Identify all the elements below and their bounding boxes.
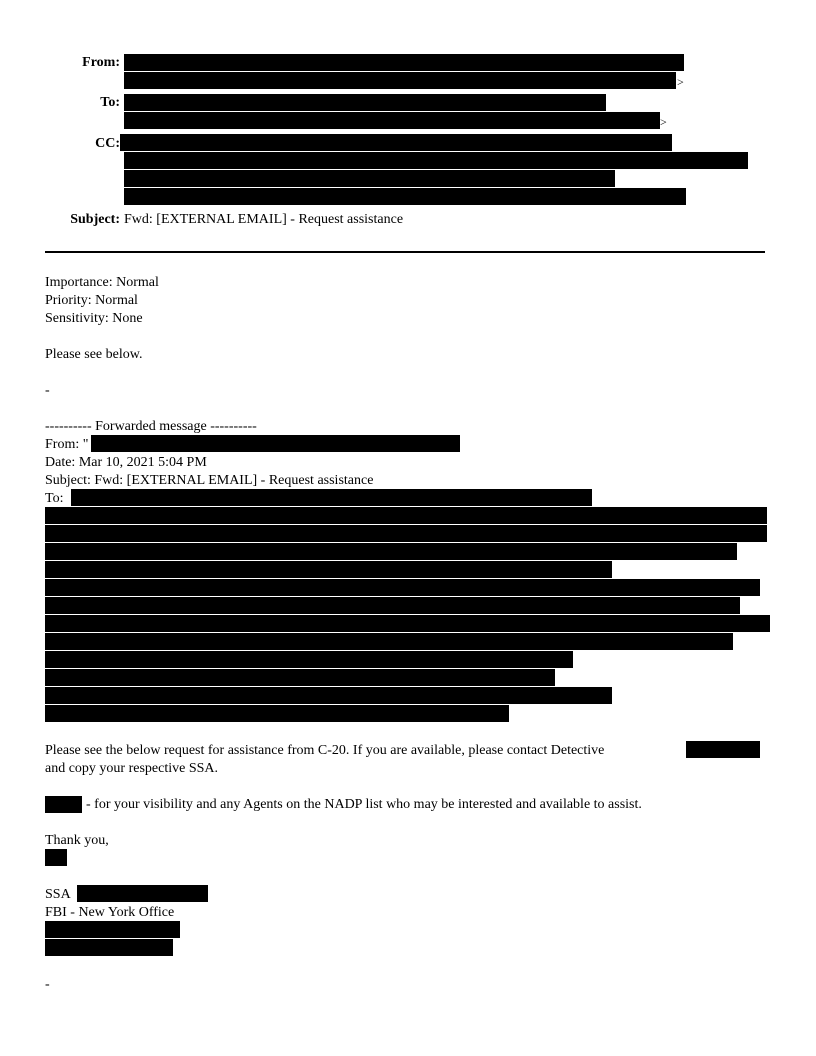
dash-separator-1: - bbox=[45, 383, 50, 398]
request-paragraph-line1: Please see the below request for assistance from C-20. If you are available, please contact Detective bbox=[45, 743, 605, 758]
redaction-detective-name bbox=[686, 741, 760, 758]
header-divider bbox=[45, 251, 765, 253]
redaction-fwd-from bbox=[91, 435, 460, 452]
redaction-from-line1 bbox=[124, 54, 684, 71]
forwarded-banner: ---------- Forwarded message ---------- bbox=[45, 419, 257, 434]
redaction-recipient-11 bbox=[45, 687, 612, 704]
redaction-recipient-6 bbox=[45, 597, 740, 614]
redaction-recipient-5 bbox=[45, 579, 760, 596]
redaction-recipient-9 bbox=[45, 651, 573, 668]
redaction-to-line1 bbox=[124, 94, 606, 111]
redaction-recipient-4 bbox=[45, 561, 612, 578]
signature-title: SSA bbox=[45, 887, 71, 902]
redaction-recipient-10 bbox=[45, 669, 555, 686]
from-label: From: bbox=[82, 55, 120, 70]
priority: Priority: Normal bbox=[45, 293, 138, 308]
to-tail: > bbox=[660, 115, 667, 129]
subject-value: Fwd: [EXTERNAL EMAIL] - Request assistance bbox=[124, 212, 404, 227]
from-tail: > bbox=[677, 75, 684, 89]
redaction-signature-line2 bbox=[45, 939, 173, 956]
redaction-cc-line3 bbox=[124, 170, 615, 187]
visibility-paragraph: - for your visibility and any Agents on the NADP list who may be interested and available to assist. bbox=[86, 797, 642, 812]
redaction-visibility-name bbox=[45, 796, 82, 813]
redaction-fwd-to bbox=[71, 489, 592, 506]
fwd-date: Date: Mar 10, 2021 5:04 PM bbox=[45, 455, 207, 470]
cc-label: CC: bbox=[95, 136, 120, 151]
signature-office: FBI - New York Office bbox=[45, 905, 175, 920]
redaction-recipient-7 bbox=[45, 615, 770, 632]
to-label: To: bbox=[100, 95, 120, 110]
redaction-recipient-1 bbox=[45, 507, 767, 524]
thanks-text: Thank you, bbox=[45, 833, 109, 848]
fwd-from: From: " bbox=[45, 437, 89, 452]
subject-label: Subject: bbox=[70, 212, 120, 227]
redaction-cc-line1 bbox=[120, 134, 672, 151]
redaction-sender-initials bbox=[45, 849, 67, 866]
redaction-cc-line2 bbox=[124, 152, 748, 169]
redaction-signature-line1 bbox=[45, 921, 180, 938]
redaction-from-line2 bbox=[124, 72, 676, 89]
sensitivity: Sensitivity: None bbox=[45, 311, 143, 326]
redaction-cc-line4 bbox=[124, 188, 686, 205]
dash-separator-2: - bbox=[45, 977, 50, 992]
redaction-recipient-3 bbox=[45, 543, 737, 560]
redaction-signature-name bbox=[77, 885, 208, 902]
fwd-to-label: To: bbox=[45, 491, 64, 506]
redaction-recipient-2 bbox=[45, 525, 767, 542]
redaction-to-line2 bbox=[124, 112, 660, 129]
importance: Importance: Normal bbox=[45, 275, 159, 290]
intro-text: Please see below. bbox=[45, 347, 143, 362]
redaction-recipient-12 bbox=[45, 705, 509, 722]
redaction-recipient-8 bbox=[45, 633, 733, 650]
fwd-subject: Subject: Fwd: [EXTERNAL EMAIL] - Request assistance bbox=[45, 473, 374, 488]
request-paragraph-line2: and copy your respective SSA. bbox=[45, 761, 219, 776]
